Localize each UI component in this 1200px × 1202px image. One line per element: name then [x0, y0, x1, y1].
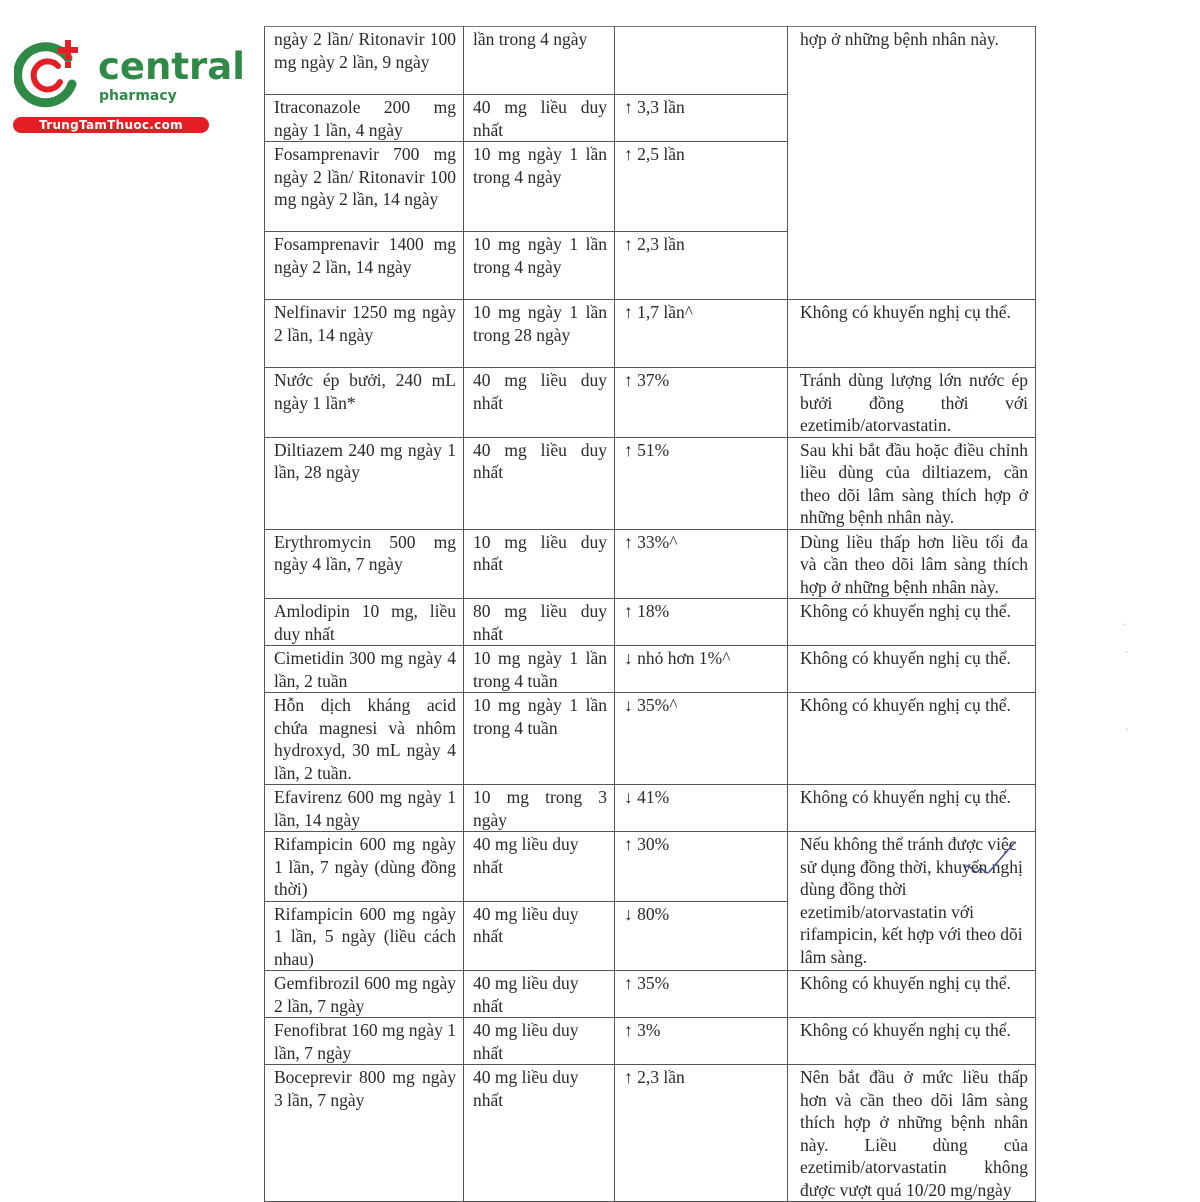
drug-cell: Rifampicin 600 mg ngày 1 lần, 7 ngày (dùng đồng thời): [265, 832, 464, 902]
recommendation-cell: Sau khi bắt đầu hoặc điều chỉnh liều dùng của diltiazem, cần theo dõi lâm sàng thích hợp ở những bệnh nhân này.: [788, 437, 1036, 529]
change-cell: ↑ 35%: [615, 971, 788, 1018]
dose-cell: 40 mg liều duy nhất: [464, 95, 615, 142]
change-cell: ↑ 51%: [615, 437, 788, 529]
drug-cell: Hỗn dịch kháng acid chứa magnesi và nhôm hydroxyd, 30 mL ngày 4 lần, 2 tuần.: [265, 693, 464, 785]
scan-mark: ·: [1123, 620, 1127, 631]
drug-cell: Erythromycin 500 mg ngày 4 lần, 7 ngày: [265, 529, 464, 599]
drug-cell: Nước ép bưởi, 240 mL ngày 1 lần*: [265, 368, 464, 438]
table-row: [265, 368, 1036, 438]
change-cell: ↑ 33%^: [615, 529, 788, 599]
drug-cell: Fosamprenavir 1400 mg ngày 2 lần, 14 ngày: [265, 232, 464, 300]
recommendation-cell: Không có khuyến nghị cụ thể.: [788, 646, 1036, 693]
drug-cell: Fenofibrat 160 mg ngày 1 lần, 7 ngày: [265, 1018, 464, 1065]
table-row: [265, 832, 1036, 902]
change-cell: ↑ 30%: [615, 832, 788, 902]
table-row: [265, 1065, 1036, 1202]
pharmacy-cross-logo-icon: [14, 38, 84, 108]
dose-cell: 10 mg ngày 1 lần trong 4 tuần: [464, 693, 615, 785]
table-row: [265, 437, 1036, 529]
recommendation-cell: hợp ở những bệnh nhân này.: [788, 27, 1036, 300]
drug-cell: ngày 2 lần/ Ritonavir 100 mg ngày 2 lần, 9 ngày: [265, 27, 464, 95]
dose-cell: 10 mg ngày 1 lần trong 4 ngày: [464, 142, 615, 232]
table-row: [265, 646, 1036, 693]
change-cell: ↑ 1,7 lần^: [615, 300, 788, 368]
dose-cell: 40 mg liều duy nhất: [464, 368, 615, 438]
table-row: [265, 529, 1036, 599]
change-cell: ↑ 3%: [615, 1018, 788, 1065]
recommendation-cell: Không có khuyến nghị cụ thể.: [788, 785, 1036, 832]
change-cell: ↑ 2,5 lần: [615, 142, 788, 232]
drug-cell: Amlodipin 10 mg, liều duy nhất: [265, 599, 464, 646]
dose-cell: 40 mg liều duy nhất: [464, 832, 615, 902]
drug-cell: Boceprevir 800 mg ngày 3 lần, 7 ngày: [265, 1065, 464, 1202]
table-row: [265, 1018, 1036, 1065]
table-row: [265, 785, 1036, 832]
dose-cell: 10 mg ngày 1 lần trong 28 ngày: [464, 300, 615, 368]
table-row: [265, 971, 1036, 1018]
drug-interaction-table: [264, 26, 1036, 1202]
central-pharmacy-logo: [10, 38, 245, 138]
recommendation-cell: Dùng liều thấp hơn liều tối đa và cần theo dõi lâm sàng thích hợp ở những bệnh nhân này.: [788, 529, 1036, 599]
table-row: [265, 300, 1036, 368]
recommendation-cell: Không có khuyến nghị cụ thể.: [788, 693, 1036, 785]
change-cell: ↓ 35%^: [615, 693, 788, 785]
dose-cell: 40 mg liều duy nhất: [464, 901, 615, 971]
drug-cell: Itraconazole 200 mg ngày 1 lần, 4 ngày: [265, 95, 464, 142]
dose-cell: 10 mg ngày 1 lần trong 4 ngày: [464, 232, 615, 300]
recommendation-cell: Nên bắt đầu ở mức liều thấp hơn và cần theo dõi lâm sàng thích hợp ở những bệnh nhân này. Liều dùng của ezetimib/atorvastatin không được vượt quá 10/20 mg/ngày: [788, 1065, 1036, 1202]
change-cell: ↑ 2,3 lần: [615, 1065, 788, 1202]
dose-cell: 80 mg liều duy nhất: [464, 599, 615, 646]
dose-cell: 40 mg liều duy nhất: [464, 971, 615, 1018]
change-cell: ↓ nhỏ hơn 1%^: [615, 646, 788, 693]
recommendation-cell: Không có khuyến nghị cụ thể.: [788, 300, 1036, 368]
dose-cell: 40 mg liều duy nhất: [464, 437, 615, 529]
dose-cell: 40 mg liều duy nhất: [464, 1018, 615, 1065]
scan-mark: ·: [1125, 725, 1129, 736]
recommendation-cell: Tránh dùng lượng lớn nước ép bưởi đồng thời với ezetimib/atorvastatin.: [788, 368, 1036, 438]
change-cell: [615, 27, 788, 95]
drug-cell: Nelfinavir 1250 mg ngày 2 lần, 14 ngày: [265, 300, 464, 368]
recommendation-cell: Nếu không thể tránh được việc sử dụng đồng thời, khuyến nghị dùng đồng thời ezetimib/atorvastatin với rifampicin, kết hợp với theo dõi lâm sàng.: [788, 832, 1036, 971]
logo-subtitle: pharmacy: [99, 88, 177, 104]
table-row: [265, 693, 1036, 785]
recommendation-cell: Không có khuyến nghị cụ thể.: [788, 599, 1036, 646]
scan-mark: ·: [1125, 648, 1129, 659]
change-cell: ↑ 2,3 lần: [615, 232, 788, 300]
dose-cell: 10 mg trong 3 ngày: [464, 785, 615, 832]
logo-website: TrungTamThuoc.com: [13, 117, 209, 133]
logo-brand-name: central: [98, 45, 245, 88]
table-row: [265, 27, 1036, 95]
dose-cell: 40 mg liều duy nhất: [464, 1065, 615, 1202]
table-row: [265, 599, 1036, 646]
change-cell: ↓ 80%: [615, 901, 788, 971]
handwritten-signature-mark: [955, 838, 1025, 888]
dose-cell: lần trong 4 ngày: [464, 27, 615, 95]
drug-cell: Fosamprenavir 700 mg ngày 2 lần/ Ritonavir 100 mg ngày 2 lần, 14 ngày: [265, 142, 464, 232]
change-cell: ↑ 18%: [615, 599, 788, 646]
drug-cell: Gemfibrozil 600 mg ngày 2 lần, 7 ngày: [265, 971, 464, 1018]
drug-cell: Cimetidin 300 mg ngày 4 lần, 2 tuần: [265, 646, 464, 693]
dose-cell: 10 mg liều duy nhất: [464, 529, 615, 599]
change-cell: ↑ 37%: [615, 368, 788, 438]
recommendation-cell: Không có khuyến nghị cụ thể.: [788, 1018, 1036, 1065]
drug-cell: Efavirenz 600 mg ngày 1 lần, 14 ngày: [265, 785, 464, 832]
drug-cell: Rifampicin 600 mg ngày 1 lần, 5 ngày (liều cách nhau): [265, 901, 464, 971]
recommendation-cell: Không có khuyến nghị cụ thể.: [788, 971, 1036, 1018]
change-cell: ↑ 3,3 lần: [615, 95, 788, 142]
change-cell: ↓ 41%: [615, 785, 788, 832]
drug-cell: Diltiazem 240 mg ngày 1 lần, 28 ngày: [265, 437, 464, 529]
dose-cell: 10 mg ngày 1 lần trong 4 tuần: [464, 646, 615, 693]
